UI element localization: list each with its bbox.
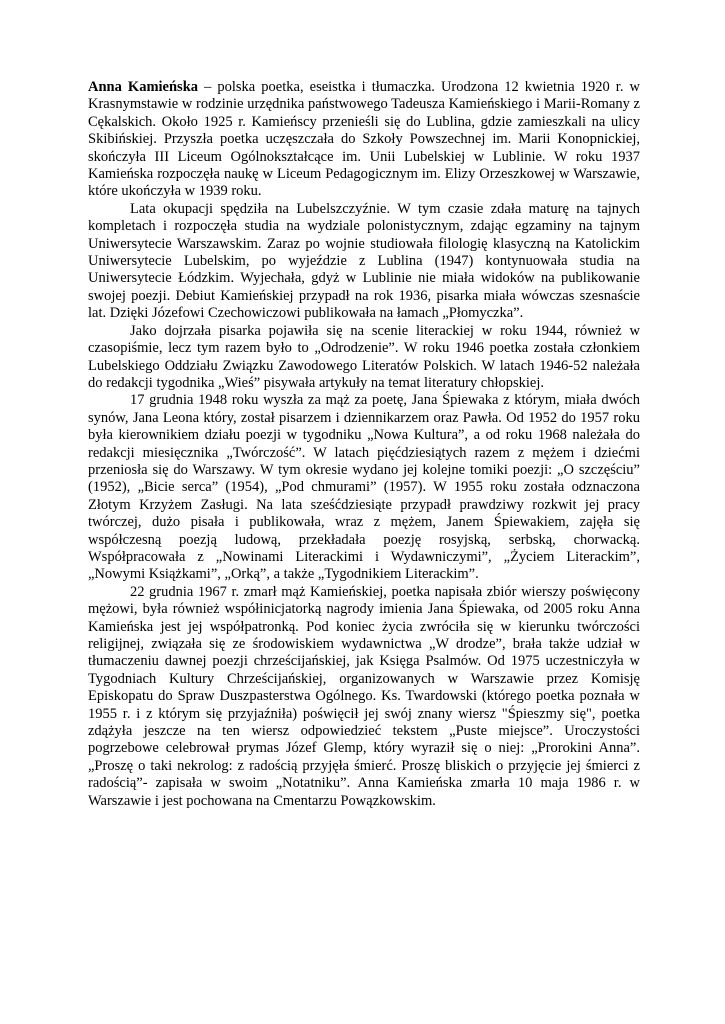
subject-name: Anna Kamieńska <box>88 79 199 95</box>
paragraph-1-text: – polska poetka, eseistka i tłumaczka. Urodzona 12 kwietnia 1920 r. w Krasnymstawie w rodzinie urzędnika państwowego Tadeusza Kamieńskiego i Marii-Romany z Cękalskich. Około 1925 r. Kamieńscy przenieśli się do Lublina, gdzie zamieszkali na ulicy Skibińskiej. Przyszła poetka uczęszczała do Szkoły Powszechnej im. Marii Konopnickiej, skończyła III Liceum Ogólnokształcące im. Unii Lubelskiej w Lublinie. W roku 1937 Kamieńska rozpoczęła naukę w Liceum Pedagogicznym im. Elizy Orzeszkowej w Warszawie, które ukończyła w 1939 roku. <box>88 79 640 200</box>
paragraph-4: 17 grudnia 1948 roku wyszła za mąż za poetę, Jana Śpiewaka z którym, miała dwóch synów, Jana Leona który, został pisarzem i dziennikarzem oraz Pawła. Od 1952 do 1957 roku była kierownikiem działu poezji w tygodniku „Nowa Kultura”, a od roku 1968 należała do redakcji miesięcznika „Twórczość”. W latach pięćdziesiątych razem z mężem i dziećmi przeniosła się do Warszawy. W tym okresie wydano jej kolejne tomiki poezji: „O szczęściu” (1952), „Bicie serca” (1954), „Pod chmurami” (1957). W 1955 roku została odznaczona Złotym Krzyżem Zasługi. Na lata sześćdziesiąte przypadł prawdziwy rozkwit jej pracy twórczej, dużo pisała i publikowała, wraz z mężem, Janem Śpiewakiem, zajęła się współczesną poezją ludową, przekładała poezję rosyjską, serbską, chorwacką. Współpracowała z „Nowinami Literackimi i Wydawniczymi”, „Życiem Literackim”, „Nowymi Książkami”, „Orką”, a także „Tygodnikiem Literackim”. <box>88 392 640 583</box>
paragraph-5: 22 grudnia 1967 r. zmarł mąż Kamieńskiej, poetka napisała zbiór wierszy poświęcony mężowi, była również współinicjatorką nagrody imienia Jana Śpiewaka, od 2005 roku Anna Kamieńska jest jej współpatronką. Pod koniec życia zwróciła się w kierunku twórczości religijnej, związała się ze środowiskiem wydawnictwa „W drodze”, brała także udział w tłumaczeniu dawnej poezji chrześcijańskiej, jak Księga Psalmów. Od 1975 uczestniczyła w Tygodniach Kultury Chrześcijańskiej, organizowanych w Warszawie przez Komisję Episkopatu do Spraw Duszpasterstwa Ogólnego. Ks. Twardowski (którego poetka poznała w 1955 r. i z którym się przyjaźniła) poświęcił jej swój znany wiersz "Śpieszmy się", poetka zdążyła jeszcze na ten wiersz odpowiedzieć tekstem „Puste miejsce”. Uroczystości pogrzebowe celebrował prymas Józef Glemp, który wyraził się o niej: „Prorokini Anna”. „Proszę o taki nekrolog: z radością przyjęła śmierć. Proszę bliskich o przyjęcie jej śmierci z radością”- zapisała w swoim „Notatniku”. Anna Kamieńska zmarła 10 maja 1986 r. w Warszawie i jest pochowana na Cmentarzu Powązkowskim. <box>88 583 640 809</box>
paragraph-2: Lata okupacji spędziła na Lubelszczyźnie. W tym czasie zdała maturę na tajnych kompletach i rozpoczęła studia na wydziale polonistycznym, zdając egzaminy na tajnym Uniwersytecie Warszawskim. Zaraz po wojnie studiowała filologię klasyczną na Katolickim Uniwersytecie Lubelskim, po wyjeździe z Lublina (1947) kontynuowała studia na Uniwersytecie Łódzkim. Wyjechała, gdyż w Lublinie nie miała widoków na publikowanie swojej poezji. Debiut Kamieńskiej przypadł na rok 1936, pisarka miała wówczas szesnaście lat. Dzięki Józefowi Czechowiczowi publikowała na łamach „Płomyczka”. <box>88 200 640 322</box>
paragraph-1 <box>88 79 640 201</box>
document-body <box>88 79 640 810</box>
paragraph-3: Jako dojrzała pisarka pojawiła się na scenie literackiej w roku 1944, również w czasopiśmie, lecz tym razem było to „Odrodzenie”. W roku 1946 poetka została członkiem Lubelskiego Oddziału Związku Zawodowego Literatów Polskich. W latach 1946-52 należała do redakcji tygodnika „Wieś” pisywała artykuły na temat literatury chłopskiej. <box>88 322 640 391</box>
